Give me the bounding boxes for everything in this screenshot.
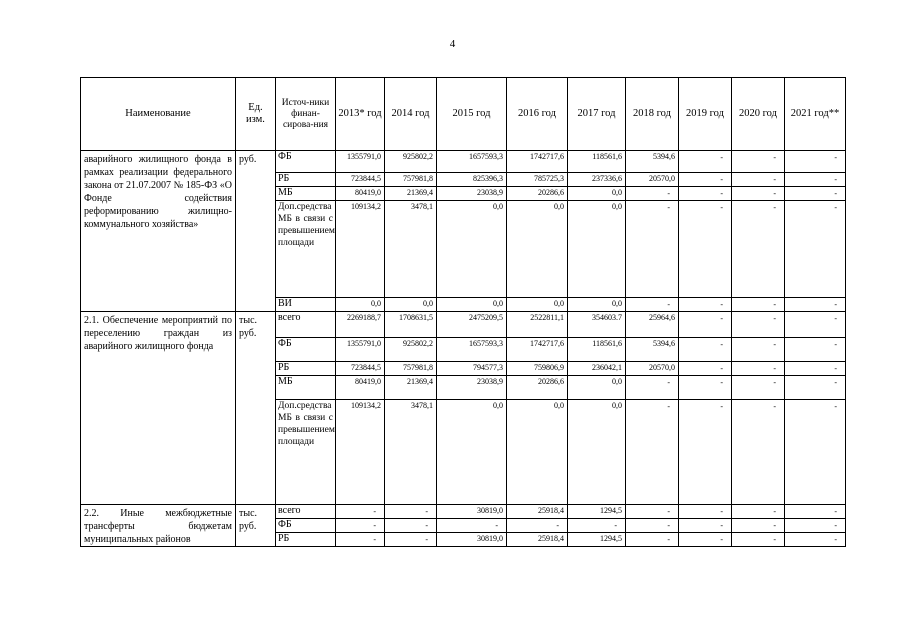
value-cell: 236042,1 — [568, 362, 626, 376]
source-cell: ФБ — [276, 151, 336, 173]
value-cell: 80419,0 — [336, 376, 385, 400]
value-cell: 0,0 — [437, 201, 507, 298]
value-cell: - — [679, 362, 732, 376]
value-cell: 20286,6 — [507, 187, 568, 201]
value-cell: - — [336, 505, 385, 519]
source-cell: ФБ — [276, 519, 336, 533]
value-cell: - — [626, 400, 679, 505]
value-cell: - — [437, 519, 507, 533]
value-cell: 3478,1 — [385, 400, 437, 505]
header-cell: 2016 год — [507, 78, 568, 151]
value-cell: 20570,0 — [626, 362, 679, 376]
value-cell: - — [732, 376, 785, 400]
value-cell: - — [626, 533, 679, 547]
value-cell: - — [732, 298, 785, 312]
value-cell: - — [732, 519, 785, 533]
value-cell: - — [679, 312, 732, 338]
value-cell: 109134,2 — [336, 201, 385, 298]
value-cell: 0,0 — [385, 298, 437, 312]
header-cell: 2020 год — [732, 78, 785, 151]
unit-cell: тыс. руб. — [236, 505, 276, 547]
value-cell: - — [732, 400, 785, 505]
value-cell: 20570,0 — [626, 173, 679, 187]
value-cell: 794577,3 — [437, 362, 507, 376]
unit-cell: тыс. руб. — [236, 312, 276, 505]
value-cell: - — [679, 338, 732, 362]
source-cell: МБ — [276, 376, 336, 400]
source-cell: МБ — [276, 187, 336, 201]
table-row — [81, 312, 846, 338]
value-cell: 1355791,0 — [336, 151, 385, 173]
header-cell: Наименование — [81, 78, 236, 151]
value-cell: - — [385, 533, 437, 547]
value-cell: - — [732, 533, 785, 547]
header-cell: 2014 год — [385, 78, 437, 151]
source-cell: РБ — [276, 533, 336, 547]
value-cell: - — [785, 173, 846, 187]
value-cell: - — [626, 376, 679, 400]
value-cell: 785725,3 — [507, 173, 568, 187]
value-cell: 80419,0 — [336, 187, 385, 201]
value-cell: 1708631,5 — [385, 312, 437, 338]
value-cell: 0,0 — [507, 201, 568, 298]
value-cell: 354603.7 — [568, 312, 626, 338]
value-cell: 1355791,0 — [336, 338, 385, 362]
header-cell: 2019 год — [679, 78, 732, 151]
value-cell: 0,0 — [568, 298, 626, 312]
value-cell: 0,0 — [336, 298, 385, 312]
value-cell: 3478,1 — [385, 201, 437, 298]
source-cell: всего — [276, 312, 336, 338]
value-cell: - — [679, 519, 732, 533]
value-cell: - — [679, 298, 732, 312]
value-cell: 5394,6 — [626, 338, 679, 362]
value-cell: 21369,4 — [385, 376, 437, 400]
value-cell: 757981,8 — [385, 362, 437, 376]
value-cell: - — [679, 173, 732, 187]
header-cell: 2015 год — [437, 78, 507, 151]
table-row — [81, 151, 846, 173]
value-cell: 723844,5 — [336, 173, 385, 187]
value-cell: - — [785, 400, 846, 505]
value-cell: - — [785, 519, 846, 533]
source-cell: ВИ — [276, 298, 336, 312]
value-cell: 2475209,5 — [437, 312, 507, 338]
value-cell: 0,0 — [437, 400, 507, 505]
value-cell: - — [679, 376, 732, 400]
value-cell: - — [679, 505, 732, 519]
table-row — [81, 505, 846, 519]
value-cell: 723844,5 — [336, 362, 385, 376]
value-cell: - — [785, 151, 846, 173]
value-cell: 118561,6 — [568, 338, 626, 362]
value-cell: 1657593,3 — [437, 338, 507, 362]
value-cell: - — [336, 519, 385, 533]
value-cell: 25918,4 — [507, 505, 568, 519]
value-cell: - — [732, 201, 785, 298]
header-cell: 2018 год — [626, 78, 679, 151]
row-name-cell: 2.1. Обеспечение мероприятий по переселению граждан из аварийного жилищного фонда — [81, 312, 236, 505]
value-cell: - — [679, 187, 732, 201]
value-cell: 21369,4 — [385, 187, 437, 201]
value-cell: 23038,9 — [437, 187, 507, 201]
value-cell: 109134,2 — [336, 400, 385, 505]
financing-table — [80, 77, 846, 547]
value-cell: - — [785, 312, 846, 338]
value-cell: 25964,6 — [626, 312, 679, 338]
value-cell: - — [732, 338, 785, 362]
value-cell: 30819,0 — [437, 533, 507, 547]
value-cell: - — [385, 519, 437, 533]
value-cell: 1294,5 — [568, 533, 626, 547]
value-cell: - — [785, 298, 846, 312]
value-cell: - — [732, 362, 785, 376]
value-cell: - — [679, 400, 732, 505]
value-cell: - — [568, 519, 626, 533]
value-cell: - — [732, 505, 785, 519]
header-cell: 2013* год — [336, 78, 385, 151]
value-cell: - — [785, 505, 846, 519]
source-cell: РБ — [276, 362, 336, 376]
value-cell: 0,0 — [568, 201, 626, 298]
source-cell: ФБ — [276, 338, 336, 362]
source-cell: Доп.средства МБ в связи с превышением площади — [276, 201, 336, 298]
value-cell: 2522811,1 — [507, 312, 568, 338]
value-cell: 0,0 — [568, 400, 626, 505]
value-cell: - — [732, 151, 785, 173]
row-name-cell: 2.2. Иные межбюджетные трансферты бюджетам муниципальных районов — [81, 505, 236, 547]
value-cell: - — [732, 173, 785, 187]
value-cell: - — [785, 201, 846, 298]
value-cell: 237336,6 — [568, 173, 626, 187]
value-cell: 1742717,6 — [507, 151, 568, 173]
value-cell: - — [626, 505, 679, 519]
value-cell: 0,0 — [507, 400, 568, 505]
value-cell: - — [785, 338, 846, 362]
value-cell: 0,0 — [568, 376, 626, 400]
source-cell: РБ — [276, 173, 336, 187]
source-cell: Доп.средства МБ в связи с превышением площади — [276, 400, 336, 505]
value-cell: - — [679, 533, 732, 547]
value-cell: - — [507, 519, 568, 533]
header-cell: Источ-ники финан-сирова-ния — [276, 78, 336, 151]
value-cell: 757981,8 — [385, 173, 437, 187]
value-cell: 20286,6 — [507, 376, 568, 400]
value-cell: 0,0 — [507, 298, 568, 312]
value-cell: 0,0 — [568, 187, 626, 201]
value-cell: 1742717,6 — [507, 338, 568, 362]
value-cell: - — [785, 533, 846, 547]
value-cell: - — [785, 362, 846, 376]
value-cell: 30819,0 — [437, 505, 507, 519]
value-cell: - — [626, 187, 679, 201]
source-cell: всего — [276, 505, 336, 519]
value-cell: - — [626, 201, 679, 298]
header-row — [81, 78, 846, 151]
value-cell: 925802,2 — [385, 338, 437, 362]
value-cell: 2269188,7 — [336, 312, 385, 338]
value-cell: - — [679, 201, 732, 298]
value-cell: 23038,9 — [437, 376, 507, 400]
value-cell: - — [732, 187, 785, 201]
value-cell: 25918,4 — [507, 533, 568, 547]
page-number: 4 — [449, 38, 456, 50]
value-cell: - — [626, 298, 679, 312]
value-cell: - — [385, 505, 437, 519]
value-cell: - — [626, 519, 679, 533]
header-cell: 2021 год** — [785, 78, 846, 151]
header-cell: Ед. изм. — [236, 78, 276, 151]
row-name-cell: аварийного жилищного фонда в рамках реализации федерального закона от 21.07.2007 № 185-ФЗ «О Фонде содействия реформированию жилищно-коммунального хозяйства» — [81, 151, 236, 312]
value-cell: - — [785, 187, 846, 201]
value-cell: - — [785, 376, 846, 400]
value-cell: - — [679, 151, 732, 173]
value-cell: 1294,5 — [568, 505, 626, 519]
value-cell: 759806,9 — [507, 362, 568, 376]
value-cell: - — [336, 533, 385, 547]
value-cell: 0,0 — [437, 298, 507, 312]
unit-cell: руб. — [236, 151, 276, 312]
header-cell: 2017 год — [568, 78, 626, 151]
value-cell: 925802,2 — [385, 151, 437, 173]
value-cell: 1657593,3 — [437, 151, 507, 173]
value-cell: 118561,6 — [568, 151, 626, 173]
value-cell: - — [732, 312, 785, 338]
value-cell: 5394,6 — [626, 151, 679, 173]
value-cell: 825396,3 — [437, 173, 507, 187]
